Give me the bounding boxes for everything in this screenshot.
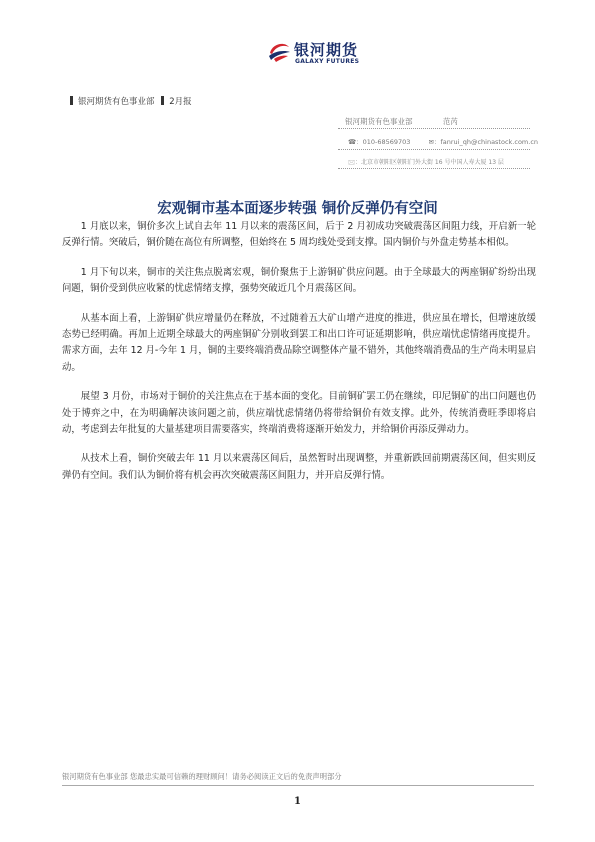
body-paragraph: 从技术上看，铜价突破去年 11 月以来震荡区间后，虽然暂时出现调整，并重新跌回前期震荡区间，但实则反弹仍有空间。我们认为铜价将有机会再次突破震荡区间阻力，并开启反弹行情。 bbox=[62, 453, 536, 481]
bullet-bar-icon bbox=[161, 96, 164, 105]
page-number: 1 bbox=[294, 796, 301, 807]
footer-disclaimer: 银河期货有色事业部 您最忠实最可信赖的理财顾问！请务必阅读正文后的免责声明部分 bbox=[62, 772, 342, 781]
body-paragraph: 1 月下旬以来，铜市的关注焦点脱离宏观，铜价聚焦于上游铜矿供应问题。由于全球最大的两座铜矿纷纷出现问题，铜价受到供应收紧的忧虑情绪支撑，强势突破近几个月震荡区间。 bbox=[62, 266, 536, 295]
divider bbox=[338, 128, 530, 129]
divider bbox=[338, 168, 530, 169]
department-name: 银河期货有色事业部 bbox=[78, 97, 155, 107]
logo-chinese-name: 银河期货 bbox=[294, 41, 359, 59]
logo-english-name: GALAXY FUTURES bbox=[295, 58, 360, 65]
author-name: 范芮 bbox=[442, 117, 458, 126]
company-logo bbox=[266, 38, 376, 68]
address-line: 🖂：北京市朝阳区朝阳门外大街 16 号中国人寿大厦 13 层 bbox=[348, 159, 504, 166]
email-address: ✉：fanrui_qh@chinastock.com.cn bbox=[428, 138, 539, 146]
report-title: 宏观铜市基本面逐步转强 铜价反弹仍有空间 bbox=[157, 200, 438, 217]
report-type: 2月报 bbox=[169, 97, 192, 107]
report-body bbox=[62, 219, 536, 497]
phone-number: ☎：010-68569703 bbox=[348, 138, 411, 146]
author-line bbox=[345, 116, 458, 127]
footer-divider bbox=[62, 785, 534, 786]
body-paragraph: 1 月底以来，铜价多次上试自去年 11 月以来的震荡区间，后于 2 月初成功突破震荡区间阻力线，开启新一轮反弹行情。突破后，铜价随在高位有所调整，但始终在 5 周均线处受到支撑。国内铜价与外盘走势基本相似。 bbox=[62, 221, 536, 249]
report-department-line bbox=[70, 95, 192, 107]
contact-line bbox=[348, 137, 538, 146]
author-department: 银河期货有色事业部 bbox=[345, 117, 413, 126]
bullet-bar-icon bbox=[70, 96, 73, 105]
divider bbox=[338, 149, 530, 150]
body-paragraph: 展望 3 月份，市场对于铜价的关注焦点在于基本面的变化。目前铜矿罢工仍在继续，印尼铜矿的出口问题也仍处于博弈之中，在为明确解决该问题之前，供应端忧虑情绪仍将带给铜价有效支撑。此外，传统消费旺季即将启动，考虑到去年批复的大量基建项目需要落实，终端消费将逐渐开始发力，并给铜价再添反弹动力。 bbox=[62, 391, 536, 436]
body-paragraph: 从基本面上看，上游铜矿供应增量仍在释放，不过随着五大矿山增产进度的推进，供应虽在增长，但增速放缓态势已经明确。再加上近期全球最大的两座铜矿分别收到罢工和出口许可证延期影响，供应端忧虑情绪再度提升。需求方面，去年 12 月-今年 1 月，铜的主要终端消费品除空调整体产量不错外，其他终端消费品的生产尚未明显启动。 bbox=[62, 312, 536, 373]
galaxy-logo-icon bbox=[266, 38, 292, 64]
